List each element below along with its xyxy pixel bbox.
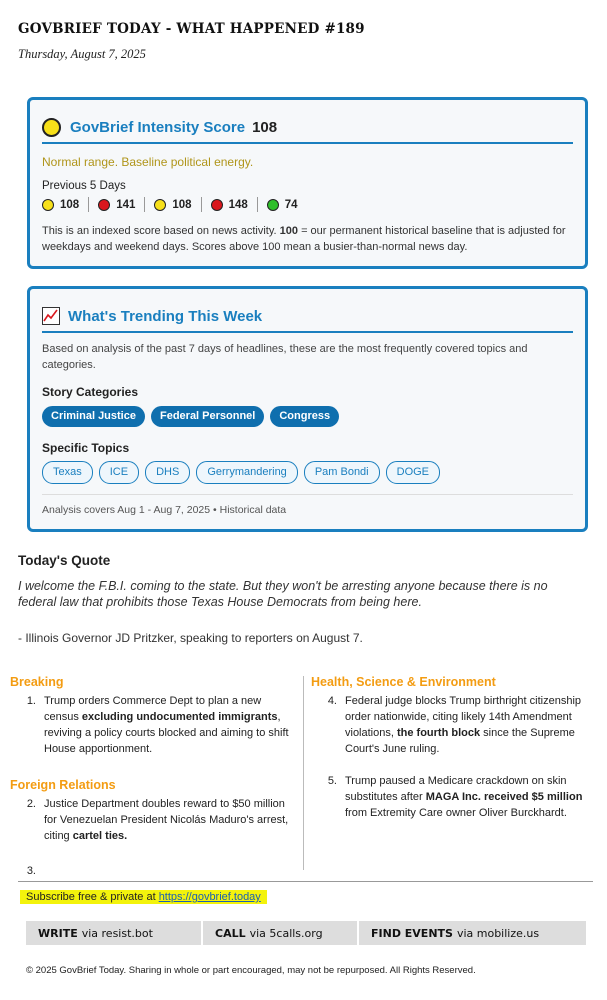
red-circle-icon [98, 199, 110, 211]
action-link-text: via 5calls.org [249, 926, 323, 940]
topic-pill[interactable]: ICE [99, 461, 139, 484]
previous-score-value: 108 [172, 198, 192, 211]
section-foreign-relations: Foreign Relations [10, 778, 116, 792]
topic-pill[interactable]: DHS [145, 461, 190, 484]
category-pill[interactable]: Criminal Justice [42, 406, 145, 427]
action-verb: FIND EVENTS [371, 926, 453, 940]
intensity-description [42, 223, 571, 255]
previous-day-score [211, 199, 257, 211]
trending-title: What's Trending This Week [68, 307, 263, 325]
category-pill[interactable]: Congress [270, 406, 339, 427]
yellow-circle-icon [42, 199, 54, 211]
item-number: 1. [26, 695, 36, 707]
item-text-part: since the Supreme Court's June ruling. [345, 727, 575, 755]
action-verb: CALL [215, 926, 246, 940]
intensity-score-card [27, 97, 588, 269]
item-text-bold: excluding undocumented immigrants [81, 711, 278, 723]
section-health-science: Health, Science & Environment [311, 675, 496, 689]
analysis-footer: Analysis covers Aug 1 - Aug 7, 2025 • Historical data [42, 494, 573, 516]
section-breaking: Breaking [10, 675, 64, 689]
divider [18, 881, 593, 882]
news-column-right [311, 675, 601, 821]
call-action[interactable] [203, 921, 359, 945]
intensity-card-header [42, 112, 573, 144]
news-item [311, 773, 601, 821]
quote-attribution: - Illinois Governor JD Pritzker, speaking to reporters on August 7. [18, 631, 363, 645]
previous-score-value: 148 [228, 198, 248, 211]
yellow-circle-icon [42, 118, 61, 137]
item-text-part: Trump orders Commerce Dept to plan a new census [44, 695, 262, 723]
item-text [44, 693, 295, 757]
story-categories-label: Story Categories [42, 385, 139, 399]
item-text-bold: the fourth block [396, 727, 481, 739]
topic-pill[interactable]: Texas [42, 461, 93, 484]
intensity-title: GovBrief Intensity Score [70, 118, 246, 136]
write-action[interactable] [26, 921, 203, 945]
copyright-notice: © 2025 GovBrief Today. Sharing in whole or part encouraged, may not be repurposed. All Rights Reserved. [26, 965, 476, 976]
previous-score-value: 74 [284, 198, 298, 211]
news-item [10, 863, 295, 879]
desc-text: = our permanent historical baseline that is adjusted for weekdays and weekend days. Scores above 100 mean a busier-than-normal news day. [42, 225, 566, 253]
separator [144, 197, 145, 212]
news-item [10, 693, 295, 757]
topic-pill[interactable]: Pam Bondi [304, 461, 380, 484]
issue-date: Thursday, August 7, 2025 [18, 47, 146, 61]
previous-day-score [98, 199, 144, 211]
subscribe-text: Subscribe free & private at [26, 891, 159, 903]
item-text-bold: cartel ties. [72, 830, 128, 842]
item-text-bold: MAGA Inc. received $5 million [425, 791, 583, 803]
item-text [345, 693, 601, 757]
quote-text: I welcome the F.B.I. coming to the state. But they won't be arresting anyone because there is no federal law that prohibits those Texas House Democrats from being here. [18, 579, 548, 609]
desc-text: This is an indexed score based on news activity. [42, 225, 277, 237]
previous-score-value: 108 [60, 198, 80, 211]
subscribe-banner [20, 890, 267, 904]
item-number: 3. [26, 865, 36, 877]
story-categories [42, 406, 339, 427]
topic-pill[interactable]: DOGE [386, 461, 440, 484]
news-item [311, 693, 601, 757]
item-number: 5. [327, 775, 337, 787]
subscribe-link[interactable]: https://govbrief.today [158, 891, 261, 903]
item-text [44, 796, 295, 844]
news-column-left [10, 675, 295, 879]
previous-days-scores [42, 197, 307, 212]
action-verb: WRITE [38, 926, 78, 940]
previous-day-score [267, 199, 307, 211]
desc-bold: 100 [279, 225, 299, 237]
specific-topics [42, 461, 440, 484]
column-divider [303, 676, 304, 870]
item-text-part: Trump paused a Medicare crackdown on skin substitutes after [345, 775, 567, 803]
action-bar [26, 921, 586, 945]
chart-trending-icon [42, 307, 60, 325]
previous-day-score [42, 199, 88, 211]
intensity-score-value: 108 [252, 118, 278, 136]
separator [88, 197, 89, 212]
trending-card-header [42, 301, 573, 333]
previous-score-value: 141 [116, 198, 136, 211]
item-text-part: from Extremity Care owner Oliver Burckhardt. [345, 807, 567, 819]
item-number: 4. [327, 695, 337, 707]
item-text-part: , reviving a policy courts blocked and aiming to shift House apportionment. [44, 711, 289, 755]
trending-description: Based on analysis of the past 7 days of headlines, these are the most frequently covered topics and categories. [42, 343, 528, 371]
green-circle-icon [267, 199, 279, 211]
item-text-part: Federal judge blocks Trump birthright citizenship order nationwide, citing likely 14th Amendment violations, [345, 695, 582, 739]
item-text-part: Justice Department doubles reward to $50 million for Venezuelan President Nicolás Maduro's arrest, citing [44, 798, 289, 842]
separator [257, 197, 258, 212]
newsletter-title: GOVBRIEF TODAY - WHAT HAPPENED #189 [18, 21, 365, 37]
red-circle-icon [211, 199, 223, 211]
topic-pill[interactable]: Gerrymandering [196, 461, 297, 484]
yellow-circle-icon [154, 199, 166, 211]
news-item [10, 796, 295, 844]
action-link-text: via resist.bot [81, 926, 153, 940]
category-pill[interactable]: Federal Personnel [151, 406, 264, 427]
quote-heading: Today's Quote [18, 553, 111, 568]
intensity-status: Normal range. Baseline political energy. [42, 155, 254, 169]
specific-topics-label: Specific Topics [42, 441, 130, 455]
item-text [345, 773, 601, 821]
find-events-action[interactable] [359, 921, 586, 945]
previous-days-label: Previous 5 Days [42, 180, 126, 192]
previous-day-score [154, 199, 200, 211]
trending-card [27, 286, 588, 532]
separator [201, 197, 202, 212]
action-link-text: via mobilize.us [456, 926, 540, 940]
item-number: 2. [26, 798, 36, 810]
